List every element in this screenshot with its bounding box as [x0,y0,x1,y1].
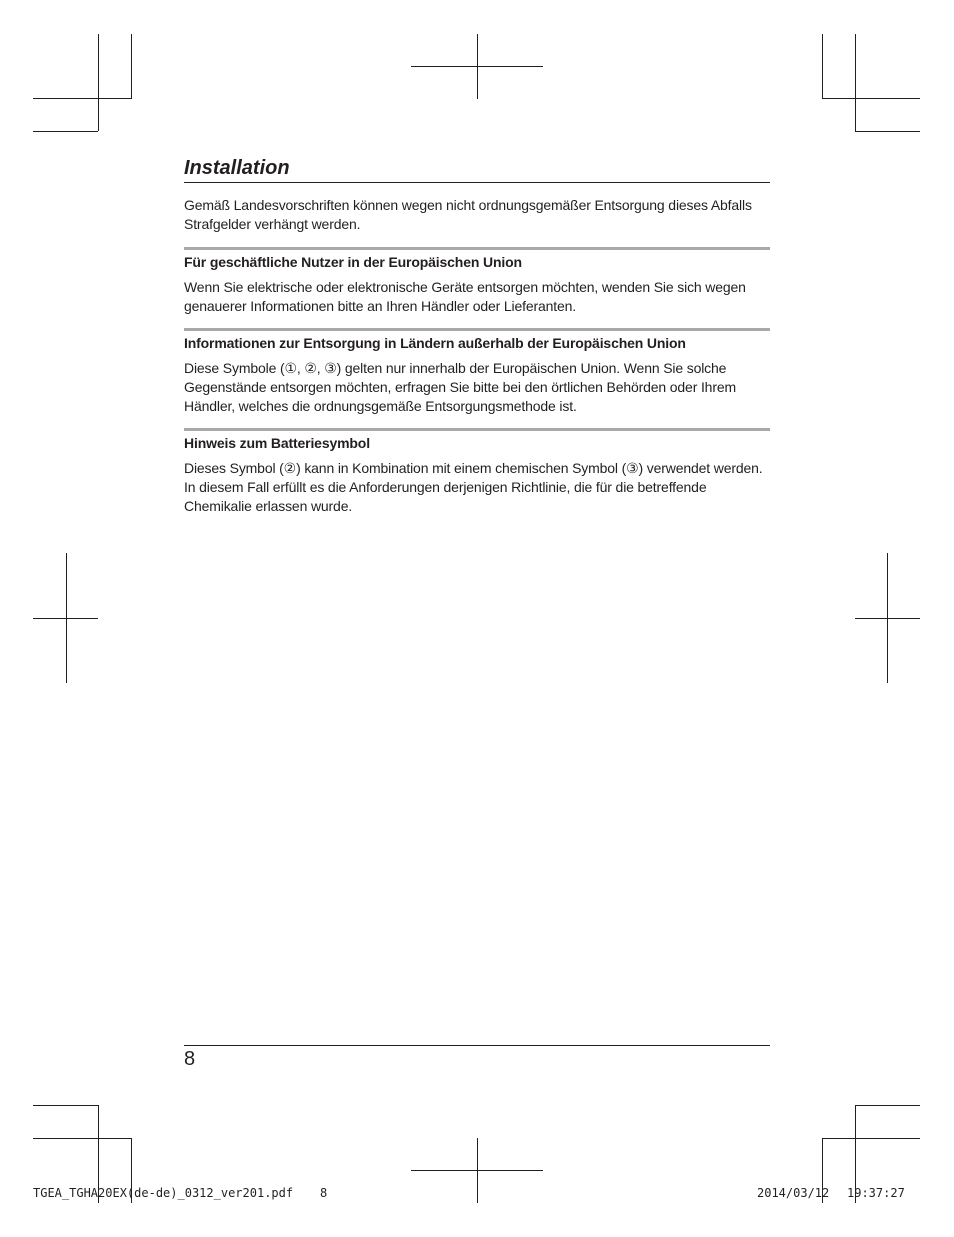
print-filename: TGEA_TGHA20EX(de-de)_0312_ver201.pdf [33,1186,294,1200]
section-heading: Hinweis zum Batteriesymbol [184,435,370,451]
section-body: Wenn Sie elektrische oder elektronische Geräte entsorgen möchten, wenden Sie sich wegen genauerer Informationen bitte an Ihren Händler oder Lieferanten. [184,279,746,314]
print-date: 2014/03/12 [757,1186,830,1200]
crop-mark [33,1105,98,1106]
crop-mark [855,1105,920,1106]
crop-mark [411,1170,543,1171]
crop-mark [822,1138,920,1139]
crop-mark [822,34,823,99]
crop-mark [411,66,543,67]
section-body: Diese Symbole (①, ②, ③) gelten nur innerhalb der Europäischen Union. Wenn Sie solche Gegenstände entsorgen möchten, erfragen Sie bitte bei den örtlichen Behörden oder Ihrem Händler, welches die ordnungsgemäße Entsorgungsmethode ist. [184,360,736,414]
section-heading: Für geschäftliche Nutzer in der Europäischen Union [184,254,522,270]
crop-mark [855,34,856,131]
section-business-users [184,247,770,316]
crop-mark [33,131,98,132]
page-title: Installation [184,156,770,183]
print-sheet-number: 8 [320,1186,328,1200]
crop-mark [33,98,131,99]
page-content [184,156,770,516]
section-battery-symbol [184,428,770,516]
crop-mark [855,618,920,619]
section-outside-eu [184,328,770,416]
section-heading: Informationen zur Entsorgung in Ländern außerhalb der Europäischen Union [184,335,686,351]
print-time: 19:37:27 [847,1186,905,1200]
crop-mark [822,98,920,99]
crop-mark [131,34,132,99]
section-body: Dieses Symbol (②) kann in Kombination mit einem chemischen Symbol (③) verwendet werden. In diesem Fall erfüllt es die Anforderungen derjenigen Richtlinie, die für die betreffende Chemikalie erlassen wurde. [184,460,763,514]
crop-mark [98,34,99,131]
intro-paragraph: Gemäß Landesvorschriften können wegen nicht ordnungsgemäßer Entsorgung dieses Abfalls Strafgelder verhängt werden. [184,197,752,232]
footer-rule [184,1045,770,1046]
crop-mark [855,131,920,132]
page-number: 8 [184,1048,196,1070]
crop-mark [33,1138,131,1139]
crop-mark [33,618,98,619]
